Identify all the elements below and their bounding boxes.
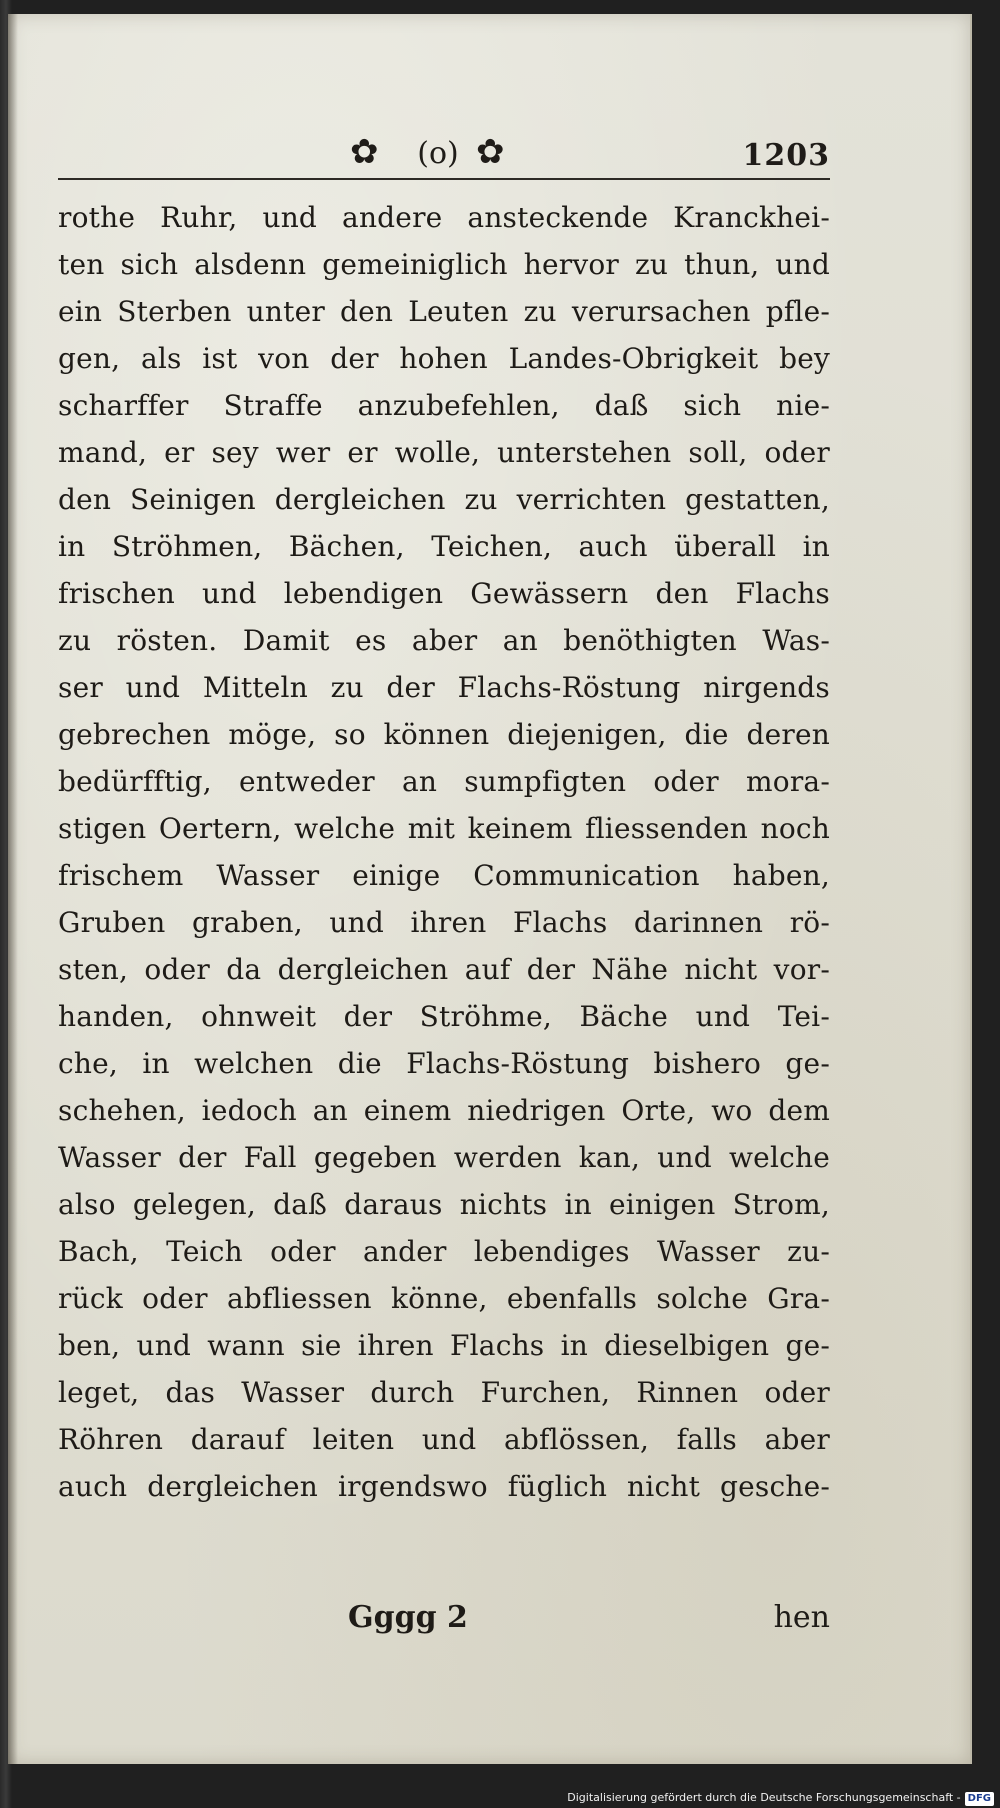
text-line: rück oder abfliessen könne, ebenfalls solche Gra-	[58, 1282, 830, 1315]
text-line: handen, ohnweit der Ströhme, Bäche und Tei-	[58, 1000, 830, 1033]
digitization-credit	[567, 1790, 994, 1806]
text-line: che, in welchen die Flachs-Röstung bishero ge-	[58, 1047, 830, 1080]
header-rule	[58, 178, 830, 180]
text-line: den Seinigen dergleichen zu verrichten gestatten,	[58, 483, 830, 516]
text-line: ben, und wann sie ihren Flachs in dieselbigen ge-	[58, 1329, 830, 1362]
text-line: sten, oder da dergleichen auf der Nähe nicht vor-	[58, 953, 830, 986]
text-line: ser und Mitteln zu der Flachs-Röstung nirgends	[58, 671, 830, 704]
text-line: Gruben graben, und ihren Flachs darinnen rö-	[58, 906, 830, 939]
text-line: Röhren darauf leiten und abflössen, falls aber	[58, 1423, 830, 1456]
page-number: 1203	[742, 138, 830, 173]
text-line: zu rösten. Damit es aber an benöthigten Was-	[58, 624, 830, 657]
text-line: ten sich alsdenn gemeiniglich hervor zu thun, und	[58, 248, 830, 281]
text-line: stigen Oertern, welche mit keinem fliessenden noch	[58, 812, 830, 845]
page-footer	[58, 1596, 830, 1644]
text-line: gen, als ist von der hohen Landes-Obrigkeit bey	[58, 342, 830, 375]
header-signature-mark: (o)	[417, 136, 459, 171]
text-line: gebrechen möge, so können diejenigen, die deren	[58, 718, 830, 751]
text-line: frischem Wasser einige Communication haben,	[58, 859, 830, 892]
credit-text: Digitalisierung gefördert durch die Deutsche Forschungsgemeinschaft -	[567, 1791, 961, 1804]
body-text	[58, 194, 830, 1574]
spine-shadow	[8, 14, 18, 1764]
text-line: in Ströhmen, Bächen, Teichen, auch überall in	[58, 530, 830, 563]
text-line: mand, er sey wer er wolle, unterstehen soll, oder	[58, 436, 830, 469]
page-header	[58, 126, 830, 182]
signature-mark: Gggg 2	[348, 1600, 468, 1635]
text-line: bedürfftig, entweder an sumpfigten oder mora-	[58, 765, 830, 798]
ornament-left-icon: ✿	[350, 132, 379, 172]
text-line: leget, das Wasser durch Furchen, Rinnen oder	[58, 1376, 830, 1409]
text-line: scharffer Straffe anzubefehlen, daß sich nie-	[58, 389, 830, 422]
text-line: schehen, iedoch an einem niedrigen Orte, wo dem	[58, 1094, 830, 1127]
dfg-logo-icon: DFG	[965, 1792, 994, 1806]
text-line: auch dergleichen irgendswo füglich nicht gesche-	[58, 1470, 830, 1503]
book-page	[8, 14, 972, 1764]
text-line: Bach, Teich oder ander lebendiges Wasser zu-	[58, 1235, 830, 1268]
text-line: ein Sterben unter den Leuten zu verursachen pfle-	[58, 295, 830, 328]
text-line: frischen und lebendigen Gewässern den Flachs	[58, 577, 830, 610]
catchword: hen	[773, 1600, 830, 1635]
text-line: Wasser der Fall gegeben werden kan, und welche	[58, 1141, 830, 1174]
ornament-right-icon: ✿	[476, 132, 505, 172]
text-line: rothe Ruhr, und andere ansteckende Kranckhei-	[58, 201, 830, 234]
text-line: also gelegen, daß daraus nichts in einigen Strom,	[58, 1188, 830, 1221]
